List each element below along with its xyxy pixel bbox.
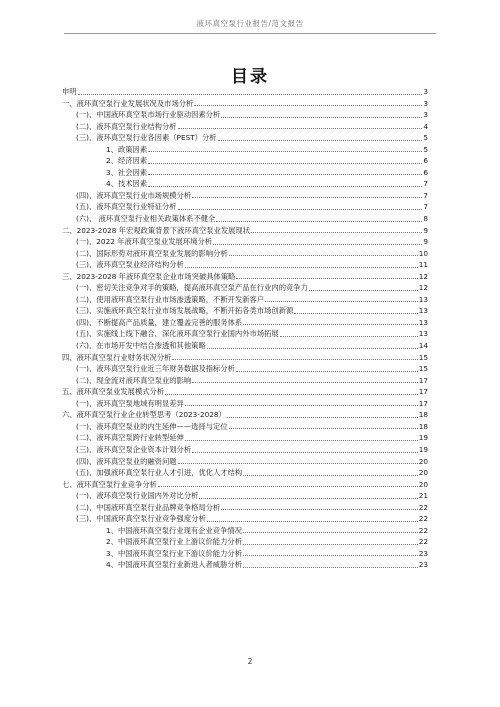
toc-entry[interactable]	[62, 352, 428, 364]
toc-entry-title: (一)、2022 年液环真空泵业发展环境分析	[76, 237, 213, 247]
toc-entry-title: 2、中国液环真空泵行业上游议价能力分析	[106, 537, 242, 547]
toc-entry-title: (三)、实施液环真空泵行业市场发展战略，不断开拓各类市场创新源	[76, 306, 294, 316]
dot-leader	[216, 221, 422, 222]
toc-entry[interactable]	[62, 98, 428, 110]
toc-entry-title: 3、社会因素	[106, 167, 148, 177]
toc-entry-title: 五、液环真空泵业发展模式分析	[62, 387, 165, 397]
dot-leader	[199, 498, 417, 499]
toc-entry-page: 20	[418, 456, 428, 466]
toc-entry-title: (一)、密切关注竞争对手的策略，提高液环真空泵产品在行业内的竞争力	[76, 283, 308, 293]
toc-entry-page: 6	[423, 167, 428, 177]
toc-entry-title: (四)、不断提高产品质量，建立覆盖完善的服务体系	[76, 317, 243, 327]
toc-entry-page: 5	[423, 144, 428, 154]
toc-entry[interactable]	[62, 479, 428, 491]
toc-entry-title: (一)、液环真空泵行业国内外对比分析	[76, 491, 199, 501]
toc-entry[interactable]	[62, 513, 428, 525]
toc-entry[interactable]	[62, 178, 428, 190]
toc-entry-title: (五)、液环真空泵行业特征分析	[76, 202, 177, 212]
dot-leader	[213, 244, 422, 245]
dot-leader	[158, 486, 418, 487]
dot-leader	[78, 94, 423, 95]
dot-leader	[309, 290, 418, 291]
toc-entry-page: 17	[418, 375, 428, 385]
toc-entry[interactable]	[62, 190, 428, 202]
toc-entry-page: 13	[418, 306, 428, 316]
toc-entry[interactable]	[62, 86, 428, 98]
toc-entry-page: 21	[418, 491, 428, 501]
toc-entry-title: 4、技术因素	[106, 179, 148, 189]
toc-entry-page: 5	[423, 133, 428, 143]
toc-entry-page: 18	[418, 410, 428, 420]
toc-entry-title: 申明	[62, 87, 77, 96]
toc-entry-title: (二)、中国液环真空泵行业品牌竞争格局分析	[76, 502, 221, 512]
dot-leader	[294, 313, 417, 314]
toc-entry-title: (六)、在市场开发中结合渗透和其他策略	[76, 341, 206, 351]
toc-entry-page: 17	[418, 387, 428, 397]
dot-leader	[185, 405, 418, 406]
dot-leader	[192, 382, 418, 383]
toc-entry-title: 七、液环真空泵行业竞争分析	[62, 479, 157, 489]
toc-entry-page: 12	[418, 283, 428, 293]
toc-entry-page: 7	[423, 179, 428, 189]
toc-entry-page: 23	[418, 548, 428, 558]
dot-leader	[148, 163, 422, 164]
toc-entry[interactable]	[62, 340, 428, 352]
dot-leader	[243, 544, 418, 545]
toc-entry[interactable]	[62, 328, 428, 340]
toc-entry-title: 1、政策因素	[106, 144, 148, 154]
toc-entry[interactable]	[62, 490, 428, 502]
toc-entry-page: 7	[423, 190, 428, 200]
toc-entry-title: (四)、液环真空泵行业市场规模分析	[76, 190, 192, 200]
toc-entry-page: 19	[418, 444, 428, 454]
toc-entry[interactable]	[62, 167, 428, 179]
toc-entry-page: 13	[418, 294, 428, 304]
dot-leader	[148, 151, 422, 152]
dot-leader	[229, 428, 418, 429]
toc-entry[interactable]	[62, 525, 428, 537]
dot-leader	[251, 232, 422, 233]
dot-leader	[185, 267, 418, 268]
toc-entry-page: 7	[423, 202, 428, 212]
dot-leader	[192, 197, 422, 198]
dot-leader	[148, 186, 422, 187]
toc-entry-page: 13	[418, 317, 428, 327]
toc-entry-page: 3	[423, 98, 428, 108]
toc-entry-page: 13	[418, 329, 428, 339]
toc-entry-title: (四)、液环真空泵业的融资问题	[76, 456, 177, 466]
dot-leader	[227, 417, 418, 418]
toc-entry-page: 22	[418, 537, 428, 547]
toc-entry-title: 一、液环真空泵行业发展状况及市场分析	[62, 98, 194, 108]
toc-entry[interactable]	[62, 536, 428, 548]
toc-entry-title: (二)、液环真空泵行业结构分析	[76, 121, 177, 131]
toc-entry[interactable]	[62, 259, 428, 271]
dot-leader	[178, 209, 423, 210]
toc-entry-title: (二)、液环真空泵跨行业转型延伸	[76, 433, 184, 443]
toc-entry[interactable]	[62, 109, 428, 121]
running-header: 液环真空泵行业报告/范文报告	[196, 19, 304, 28]
page-number: 2	[247, 657, 253, 666]
dot-leader	[192, 452, 418, 453]
toc-entry-title: (五)、实施线上线下融合，深化液环真空泵行业国内外市场拓展	[76, 329, 279, 339]
dot-leader	[185, 440, 418, 441]
toc-entry-page: 23	[418, 560, 428, 570]
toc-entry-page: 6	[423, 156, 428, 166]
toc-entry[interactable]	[62, 398, 428, 410]
dot-leader	[236, 278, 417, 279]
toc-entry-page: 15	[418, 364, 428, 374]
toc-entry[interactable]	[62, 317, 428, 329]
toc-entry-page: 14	[418, 341, 428, 351]
toc-entry-title: 3、中国液环真空泵行业下游议价能力分析	[106, 548, 242, 558]
toc-entry[interactable]	[62, 225, 428, 237]
toc-entry-page: 9	[423, 225, 428, 235]
toc-entry-title: 1、中国液环真空泵行业现有企业竞争情况	[106, 525, 242, 535]
dot-leader	[178, 463, 418, 464]
toc-entry-page: 20	[418, 479, 428, 489]
toc-entry-title: (三)、中国液环真空泵行业竞争强度分析	[76, 514, 206, 524]
toc-entry-title: 四、液环真空泵行业财务状况分析	[62, 352, 172, 362]
toc-entry[interactable]	[62, 559, 428, 571]
dot-leader	[221, 509, 417, 510]
toc-entry-title: 三、2023-2028 年液环真空泵企业市场突破具体策略	[62, 271, 236, 281]
toc-entry[interactable]	[62, 363, 428, 375]
toc-entry-title: (六)、 液环真空泵行业相关政策体系不健全	[76, 214, 216, 224]
dot-leader	[280, 336, 418, 337]
toc-entry[interactable]	[62, 305, 428, 317]
dot-leader	[178, 128, 423, 129]
toc-entry[interactable]	[62, 444, 428, 456]
toc-entry-title: (一)、中国液环真空泵市场行业驱动因素分析	[76, 110, 221, 120]
dot-leader	[218, 140, 423, 141]
toc-entry-page: 22	[418, 502, 428, 512]
toc-entry-page: 3	[423, 87, 428, 96]
toc-entry-page: 18	[418, 421, 428, 431]
toc-entry-page: 15	[418, 352, 428, 362]
header-rule	[64, 33, 436, 34]
toc-entry[interactable]	[62, 421, 428, 433]
toc-entry-page: 4	[423, 121, 428, 131]
toc-entry-title: (二)、国际形势对液环真空泵业发展的影响分析	[76, 248, 228, 258]
dot-leader	[243, 475, 417, 476]
toc-entry-title: (二)、使用液环真空泵行业市场渗透策略，不断开发新客户	[76, 294, 265, 304]
table-of-contents	[62, 86, 428, 571]
dot-leader	[265, 301, 418, 302]
toc-entry-title: (一)、液环真空泵地域有明显差异	[76, 398, 184, 408]
toc-entry-title: 二、2023-2028 年宏观政策背景下液环真空泵业发展现状	[62, 225, 251, 235]
toc-entry[interactable]	[62, 121, 428, 133]
dot-leader	[243, 532, 418, 533]
toc-entry-page: 8	[423, 214, 428, 224]
dot-leader	[148, 174, 422, 175]
toc-entry-page: 9	[423, 237, 428, 247]
dot-leader	[221, 117, 422, 118]
toc-entry[interactable]	[62, 248, 428, 260]
dot-leader	[243, 324, 417, 325]
dot-leader	[172, 359, 417, 360]
toc-entry-page: 22	[418, 514, 428, 524]
toc-entry-title: (三)、液环真空泵行业各因素（PEST）分析	[76, 133, 217, 143]
toc-entry-title: 4、中国液环真空泵行业新进入者威胁分析	[106, 560, 242, 570]
dot-leader	[165, 394, 418, 395]
toc-entry[interactable]	[62, 409, 428, 421]
toc-entry[interactable]	[62, 144, 428, 156]
toc-entry-page: 22	[418, 525, 428, 535]
toc-entry-title: 2、经济因素	[106, 156, 148, 166]
dot-leader	[207, 348, 418, 349]
toc-entry[interactable]	[62, 294, 428, 306]
toc-entry-title: (三)、液环真空泵业经济结构分析	[76, 260, 184, 270]
toc-entry[interactable]	[62, 456, 428, 468]
dot-leader	[229, 255, 418, 256]
toc-entry[interactable]	[62, 236, 428, 248]
dot-leader	[207, 521, 418, 522]
toc-entry-page: 10	[418, 248, 428, 258]
toc-entry[interactable]	[62, 282, 428, 294]
toc-entry-page: 20	[418, 468, 428, 478]
dot-leader	[236, 371, 418, 372]
dot-leader	[194, 105, 422, 106]
toc-entry[interactable]	[62, 132, 428, 144]
toc-entry-title: (一)、液环真空泵业的内生延伸——选择与定位	[76, 421, 228, 431]
toc-entry-page: 17	[418, 398, 428, 408]
toc-entry-title: (二)、现金流对液环真空泵业的影响	[76, 375, 192, 385]
toc-entry[interactable]	[62, 467, 428, 479]
toc-entry[interactable]	[62, 502, 428, 514]
toc-entry[interactable]	[62, 432, 428, 444]
toc-entry-page: 19	[418, 433, 428, 443]
toc-entry-page: 12	[418, 271, 428, 281]
toc-entry-title: (五)、加强液环真空泵行业人才引进，优化人才结构	[76, 468, 243, 478]
toc-entry-title: 六、液环真空泵行业企业转型思考（2023-2028）	[62, 410, 226, 420]
toc-entry[interactable]	[62, 375, 428, 387]
toc-entry[interactable]	[62, 386, 428, 398]
toc-entry-page: 11	[418, 260, 428, 270]
toc-entry[interactable]	[62, 201, 428, 213]
toc-entry-title: (三)、液环真空泵企业资本计划分析	[76, 444, 192, 454]
page-title: 目录	[231, 67, 269, 87]
dot-leader	[243, 555, 418, 556]
toc-entry[interactable]	[62, 271, 428, 283]
toc-entry[interactable]	[62, 548, 428, 560]
toc-entry-page: 3	[423, 110, 428, 120]
toc-entry[interactable]	[62, 213, 428, 225]
toc-entry-title: (一)、液环真空泵行业近三年财务数据及指标分析	[76, 364, 235, 374]
dot-leader	[243, 567, 418, 568]
toc-entry[interactable]	[62, 155, 428, 167]
